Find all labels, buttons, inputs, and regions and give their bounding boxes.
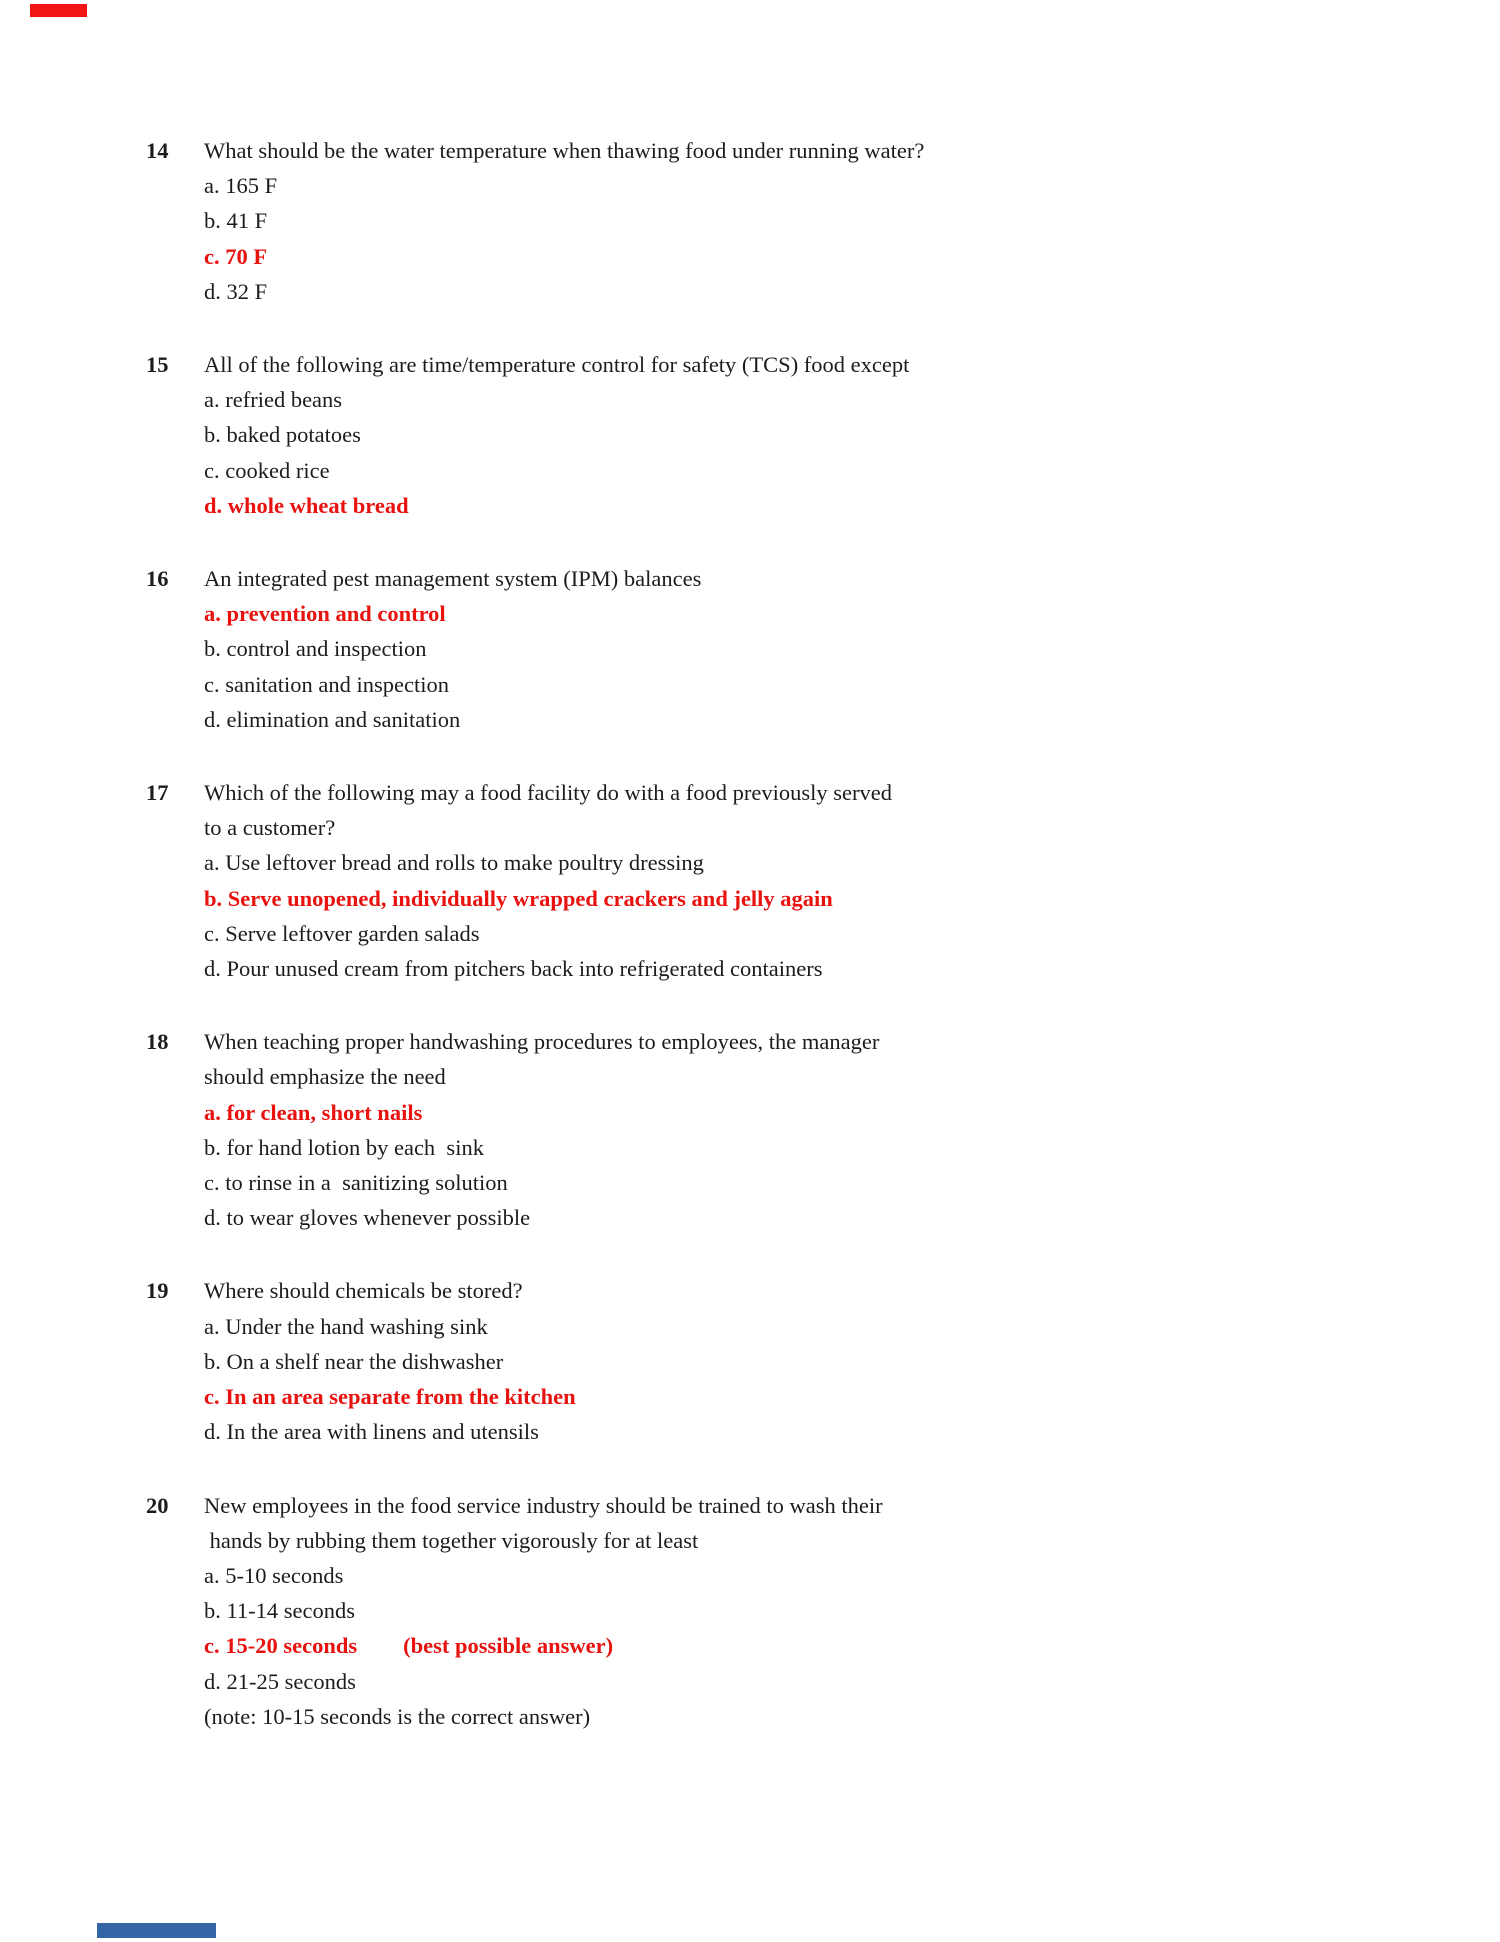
highlight-marker-top — [30, 4, 87, 17]
answer-option: a. 165 F — [204, 173, 278, 199]
note-line: (note: 10-15 seconds is the correct answer) — [204, 1703, 591, 1729]
question-body — [204, 133, 1440, 309]
question-body — [204, 561, 1440, 737]
question-17 — [146, 775, 1440, 986]
question-text: to a customer? — [204, 815, 336, 841]
answer-option-correct: d. whole wheat bread — [204, 492, 409, 518]
question-number: 14 — [146, 138, 169, 163]
answer-option: b. for hand lotion by each sink — [204, 1134, 484, 1160]
answer-option: d. to wear gloves whenever possible — [204, 1205, 531, 1231]
question-text: All of the following are time/temperature control for safety (TCS) food except — [204, 352, 910, 378]
question-20 — [146, 1488, 1440, 1734]
answer-option: a. Under the hand washing sink — [204, 1313, 488, 1339]
question-number: 16 — [146, 566, 169, 592]
answer-option: a. Use leftover bread and rolls to make poultry dressing — [204, 850, 704, 876]
question-text: Which of the following may a food facility do with a food previously served — [204, 780, 892, 806]
answer-option: d. 21-25 seconds — [204, 1668, 356, 1694]
answer-option-correct: a. prevention and control — [204, 601, 446, 627]
answer-option-suffix: (best possible answer) — [403, 1633, 614, 1659]
answer-option-correct — [204, 1628, 1440, 1663]
answer-option: b. On a shelf near the dishwasher — [204, 1348, 504, 1374]
question-19 — [146, 1273, 1440, 1449]
question-16 — [146, 561, 1440, 737]
question-15 — [146, 347, 1440, 523]
answer-option-correct: a. for clean, short nails — [204, 1099, 423, 1125]
question-number: 17 — [146, 780, 169, 806]
answer-option: c. sanitation and inspection — [204, 671, 449, 697]
question-text: An integrated pest management system (IPM) balances — [204, 566, 702, 592]
question-body — [204, 1273, 1440, 1449]
question-number: 20 — [146, 1492, 169, 1518]
question-number: 19 — [146, 1278, 169, 1304]
question-14 — [146, 133, 1440, 309]
answer-option: b. baked potatoes — [204, 422, 361, 448]
question-body — [204, 1024, 1440, 1235]
answer-option: b. 11-14 seconds — [204, 1598, 356, 1624]
answer-option: d. Pour unused cream from pitchers back into refrigerated containers — [204, 956, 823, 982]
answer-option-text: c. 15-20 seconds — [204, 1633, 358, 1659]
highlight-marker-bottom — [97, 1923, 216, 1938]
answer-option-correct: b. Serve unopened, individually wrapped crackers and jelly again — [204, 885, 833, 911]
question-body — [204, 1488, 1440, 1734]
answer-option: c. Serve leftover garden salads — [204, 920, 480, 946]
answer-option: d. In the area with linens and utensils — [204, 1419, 539, 1445]
answer-option: a. 5-10 seconds — [204, 1562, 344, 1588]
question-text: Where should chemicals be stored? — [204, 1278, 523, 1304]
question-18 — [146, 1024, 1440, 1235]
answer-option: d. 32 F — [204, 278, 268, 304]
answer-option: a. refried beans — [204, 387, 343, 413]
question-body — [204, 775, 1440, 986]
answer-option-correct: c. In an area separate from the kitchen — [204, 1384, 576, 1410]
answer-option: c. cooked rice — [204, 457, 330, 483]
quiz-content — [146, 133, 1440, 1772]
question-number: 15 — [146, 352, 169, 378]
question-text: New employees in the food service industry should be trained to wash their — [204, 1492, 883, 1518]
question-body — [204, 347, 1440, 523]
answer-option: b. 41 F — [204, 208, 268, 234]
question-text: What should be the water temperature when thawing food under running water? — [204, 138, 925, 163]
question-number: 18 — [146, 1029, 169, 1055]
question-text: When teaching proper handwashing procedures to employees, the manager — [204, 1029, 880, 1055]
answer-option: c. to rinse in a sanitizing solution — [204, 1170, 508, 1196]
answer-option: b. control and inspection — [204, 636, 427, 662]
question-text: should emphasize the need — [204, 1064, 446, 1090]
question-text: hands by rubbing them together vigorously for at least — [204, 1527, 699, 1553]
answer-option-correct: c. 70 F — [204, 243, 268, 269]
answer-option: d. elimination and sanitation — [204, 706, 461, 732]
